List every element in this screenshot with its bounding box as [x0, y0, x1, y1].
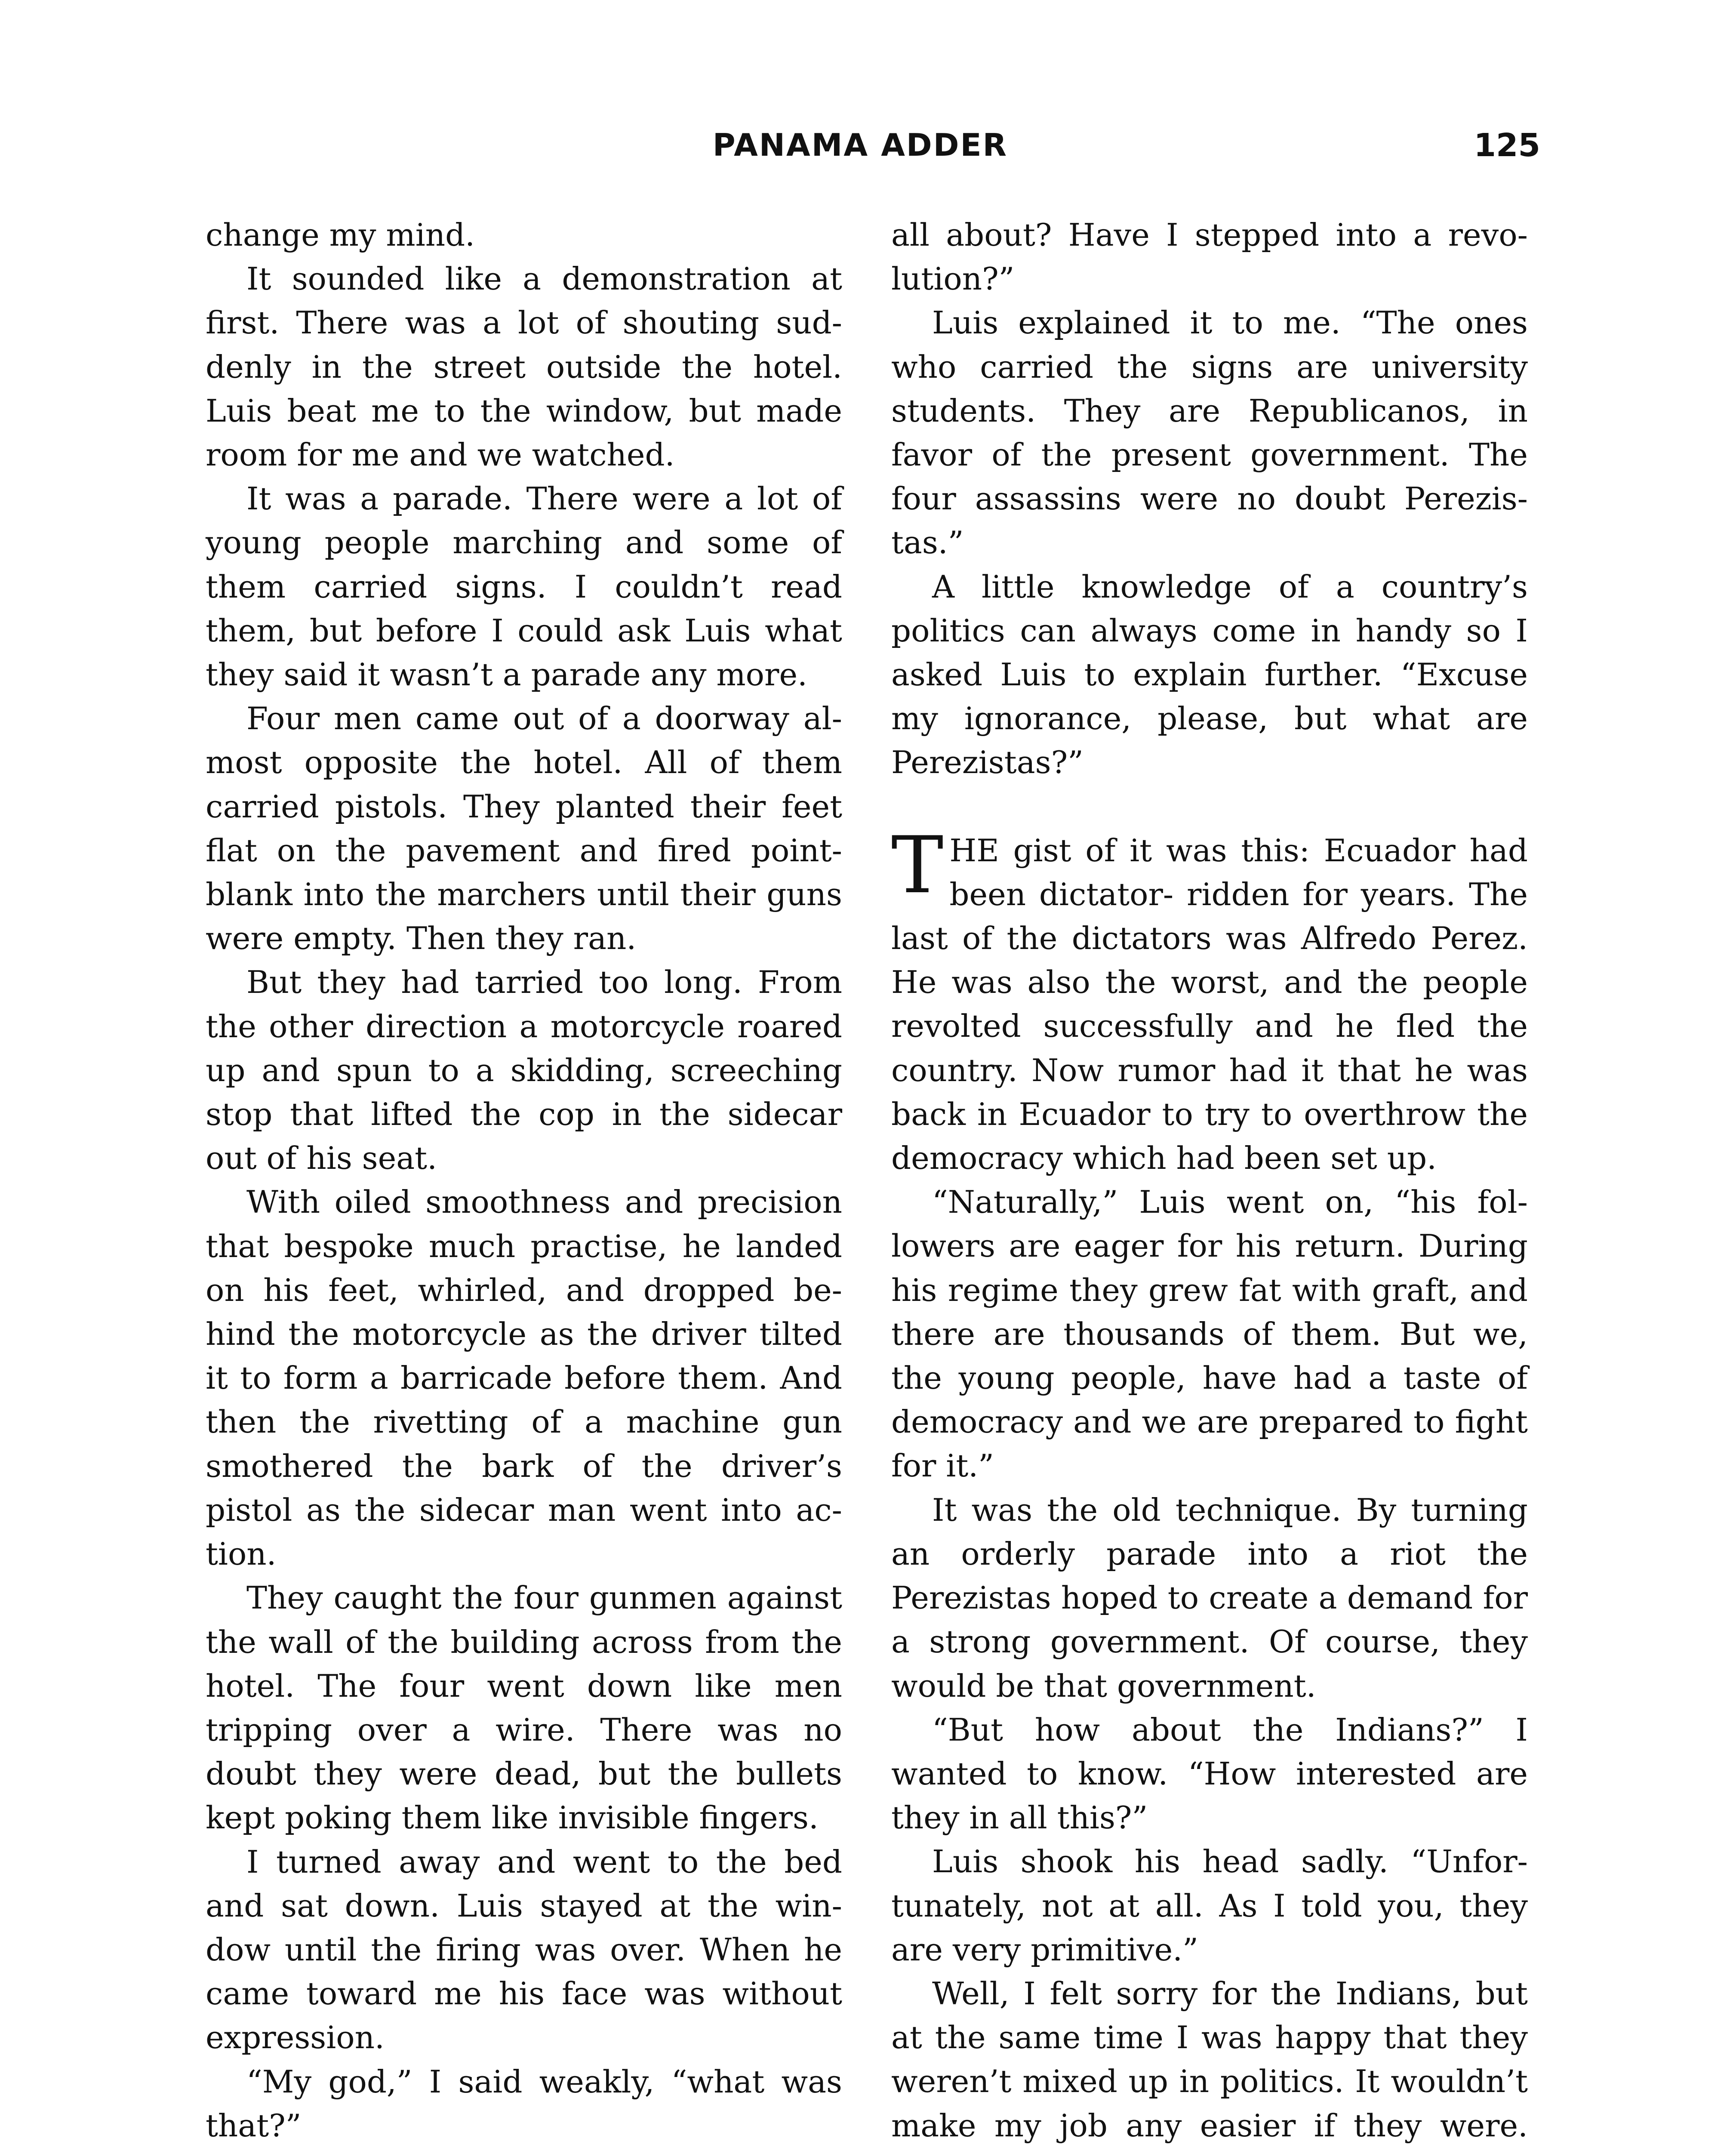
paragraph: “Naturally,” Luis went on, “his followers are eager for his return. During his regime they grew fat with graft, and there are thousands of them. But we, the young people, have had a taste of democracy and we are prepared to fight for it.”	[891, 1184, 1528, 1484]
right-column	[891, 213, 1528, 2151]
paragraph: Well, I felt sorry for the Indians, but at the same time I was happy that they weren’t mixed up in politics. It wouldn’t make my job any easier if they were.	[891, 1975, 1528, 2144]
section-opening-text: HE gist of it was this: Ecuador had been dictator- ridden for years. The last of the dictators was Alfredo Perez. He was also the worst, and the people revolted successfully and he fled the country. Now rumor had it that he was back in Ecuador to try to overthrow the democracy which had been set up.	[891, 832, 1528, 1177]
left-column	[206, 213, 842, 2151]
paragraph: It sounded like a demonstration at first. There was a lot of shouting suddenly in the street outside the hotel. Luis beat me to the window, but made room for me and we watched.	[206, 261, 842, 473]
paragraph: But they had tarried too long. From the other direction a motorcycle roared up and spun to a skidding, screeching stop that lifted the cop in the sidecar out of his seat.	[206, 964, 842, 1177]
page-title: PANAMA ADDER	[712, 127, 1008, 163]
drop-cap: T	[891, 819, 944, 911]
paragraph: Luis shook his head sadly. “Unfortunately, not at all. As I told you, they are very primitive.”	[891, 1843, 1528, 1968]
paragraph: With oiled smoothness and precision that bespoke much practise, he landed on his feet, whirled, and dropped behind the motorcycle as the driver tilted it to form a barricade before them. And then the rivetting of a machine gun smothered the bark of the driver’s pistol as the sidecar man went into action.	[206, 1184, 842, 1572]
paragraph: “My god,” I said weakly, “what was that?”	[206, 2063, 842, 2144]
paragraph: “But how about the Indians?” I wanted to know. “How interested are they in all this?”	[891, 1711, 1528, 1836]
paragraph: They caught the four gunmen against the wall of the building across from the hotel. The four went down like men tripping over a wire. There was no doubt they were dead, but the bullets kept poking them like invisible fingers.	[206, 1580, 842, 1836]
paragraph: I turned away and went to the bed and sat down. Luis stayed at the window until the firing was over. When he came toward me his face was without expression.	[206, 1843, 842, 2056]
paragraph	[206, 2148, 842, 2151]
paragraph: A little knowledge of a country’s politics can always come in handy so I asked Luis to explain further. “Excuse my ignorance, please, but what are Perezistas?”	[891, 568, 1528, 781]
paragraph: Luis explained it to me. “The ones who carried the signs are university students. They are Republicanos, in favor of the present government. The four assassins were no doubt Perezistas.”	[891, 305, 1528, 561]
paragraph: all about? Have I stepped into a revolution?”	[891, 217, 1528, 297]
paragraph: Four men came out of a doorway almost opposite the hotel. All of them carried pistols. They planted their feet flat on the pavement and fired point-blank into the marchers until their guns were empty. Then they ran.	[206, 700, 842, 957]
paragraph: change my mind.	[206, 217, 475, 253]
paragraph: It was the old technique. By turning an orderly parade into a riot the Perezistas hoped to create a demand for a strong government. Of course, they would be that government.	[891, 1492, 1528, 1704]
page-number: 125	[1474, 127, 1540, 164]
running-header	[0, 127, 1736, 174]
paragraph: It was a parade. There were a lot of young people marching and some of them carried signs. I couldn’t read them, but before I could ask Luis what they said it wasn’t a parade any more.	[206, 481, 842, 693]
section-opening-paragraph	[891, 819, 1528, 1180]
